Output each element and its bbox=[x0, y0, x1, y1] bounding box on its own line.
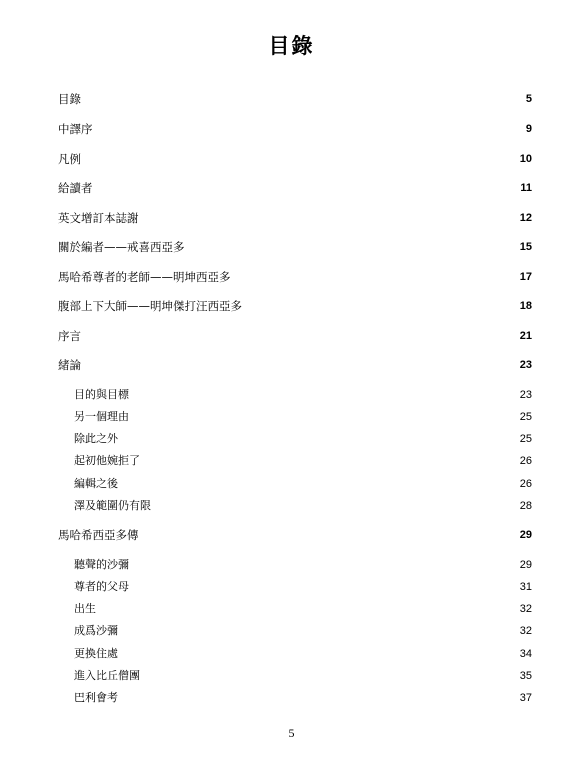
toc-entry-page: 12 bbox=[519, 212, 532, 224]
toc-subentry[interactable] bbox=[74, 579, 532, 595]
toc-entry-label: 巴利會考 bbox=[74, 691, 118, 704]
toc-subentry[interactable] bbox=[74, 387, 532, 403]
toc-entry-page: 28 bbox=[519, 500, 532, 512]
toc-entry-label: 英文增訂本誌謝 bbox=[58, 211, 139, 225]
toc-entry-label: 編輯之後 bbox=[74, 477, 118, 490]
toc-subentry[interactable] bbox=[74, 557, 532, 573]
toc-entry[interactable] bbox=[58, 269, 532, 285]
toc-entry-label: 腹部上下大師——明坤傑打汪西亞多 bbox=[58, 299, 242, 313]
toc-entry-label: 馬哈希西亞多傳 bbox=[58, 528, 139, 542]
toc-entry[interactable] bbox=[58, 180, 532, 196]
toc-entry-label: 更換住處 bbox=[74, 647, 118, 660]
toc-entry-label: 目的與目標 bbox=[74, 388, 129, 401]
toc-entry-page: 26 bbox=[519, 478, 532, 490]
toc-entry[interactable] bbox=[58, 210, 532, 226]
page-number: 5 bbox=[288, 726, 295, 740]
toc-subentry[interactable] bbox=[74, 476, 532, 492]
toc-entry-page: 31 bbox=[519, 581, 532, 593]
toc-subentry[interactable] bbox=[74, 646, 532, 662]
toc-entry-page: 29 bbox=[519, 529, 532, 541]
toc-subentry[interactable] bbox=[74, 409, 532, 425]
toc-entry-page: 23 bbox=[519, 389, 532, 401]
toc-entry-label: 起初他婉拒了 bbox=[74, 454, 140, 467]
toc-subentry[interactable] bbox=[74, 601, 532, 617]
toc-entry-page: 25 bbox=[519, 433, 532, 445]
toc-entry-page: 9 bbox=[525, 123, 532, 135]
toc-entry-label: 序言 bbox=[58, 329, 81, 343]
toc-entry-page: 23 bbox=[519, 359, 532, 371]
page-title: 目錄 bbox=[268, 33, 315, 58]
toc-entry-page: 32 bbox=[519, 625, 532, 637]
toc-entry-page: 21 bbox=[519, 330, 532, 342]
toc-entry[interactable] bbox=[58, 357, 532, 373]
toc-entry-page: 18 bbox=[519, 300, 532, 312]
toc-subentry[interactable] bbox=[74, 498, 532, 514]
toc-entry-page: 34 bbox=[519, 648, 532, 660]
toc-entry-page: 11 bbox=[520, 182, 532, 194]
toc-entry-page: 25 bbox=[519, 411, 532, 423]
toc-entry-page: 15 bbox=[519, 241, 532, 253]
toc-entry-page: 32 bbox=[519, 603, 532, 615]
toc-entry-label: 成爲沙彌 bbox=[74, 624, 118, 637]
toc-entry[interactable] bbox=[58, 298, 532, 314]
toc-entry-label: 進入比丘僧團 bbox=[74, 669, 140, 682]
toc-entry-label: 給讀者 bbox=[58, 181, 93, 195]
toc-entry-label: 尊者的父母 bbox=[74, 580, 129, 593]
toc-subentry[interactable] bbox=[74, 431, 532, 447]
toc-entry-label: 中譯序 bbox=[58, 122, 93, 136]
toc-entry[interactable] bbox=[58, 151, 532, 167]
toc-entry-page: 35 bbox=[519, 670, 532, 682]
toc-entry-label: 聽聲的沙彌 bbox=[74, 558, 129, 571]
toc-entry[interactable] bbox=[58, 239, 532, 255]
toc-entry[interactable] bbox=[58, 527, 532, 543]
toc-entry-label: 目錄 bbox=[58, 92, 81, 106]
toc-entry-page: 10 bbox=[519, 153, 532, 165]
toc-entry-label: 另一個理由 bbox=[74, 410, 129, 423]
toc-subentry[interactable] bbox=[74, 668, 532, 684]
toc-subentry[interactable] bbox=[74, 690, 532, 706]
toc-entry-label: 凡例 bbox=[58, 152, 81, 166]
toc-entry-label: 關於編者——戒喜西亞多 bbox=[58, 240, 185, 254]
toc-subentry[interactable] bbox=[74, 453, 532, 469]
toc-entry[interactable] bbox=[58, 91, 532, 107]
toc-entry-page: 29 bbox=[519, 559, 532, 571]
toc-subentry[interactable] bbox=[74, 623, 532, 639]
toc-entry-page: 5 bbox=[525, 93, 532, 105]
toc-entry-page: 37 bbox=[519, 692, 532, 704]
toc-entry[interactable] bbox=[58, 121, 532, 137]
toc-entry-page: 26 bbox=[519, 455, 532, 467]
toc-entry-label: 出生 bbox=[74, 602, 96, 615]
toc-entry-label: 澤及範圍仍有限 bbox=[74, 499, 151, 512]
toc-entry-page: 17 bbox=[519, 271, 532, 283]
toc-entry-label: 馬哈希尊者的老師——明坤西亞多 bbox=[58, 270, 231, 284]
toc-entry-label: 緒論 bbox=[58, 358, 81, 372]
toc-entry-label: 除此之外 bbox=[74, 432, 118, 445]
toc-entry[interactable] bbox=[58, 328, 532, 344]
